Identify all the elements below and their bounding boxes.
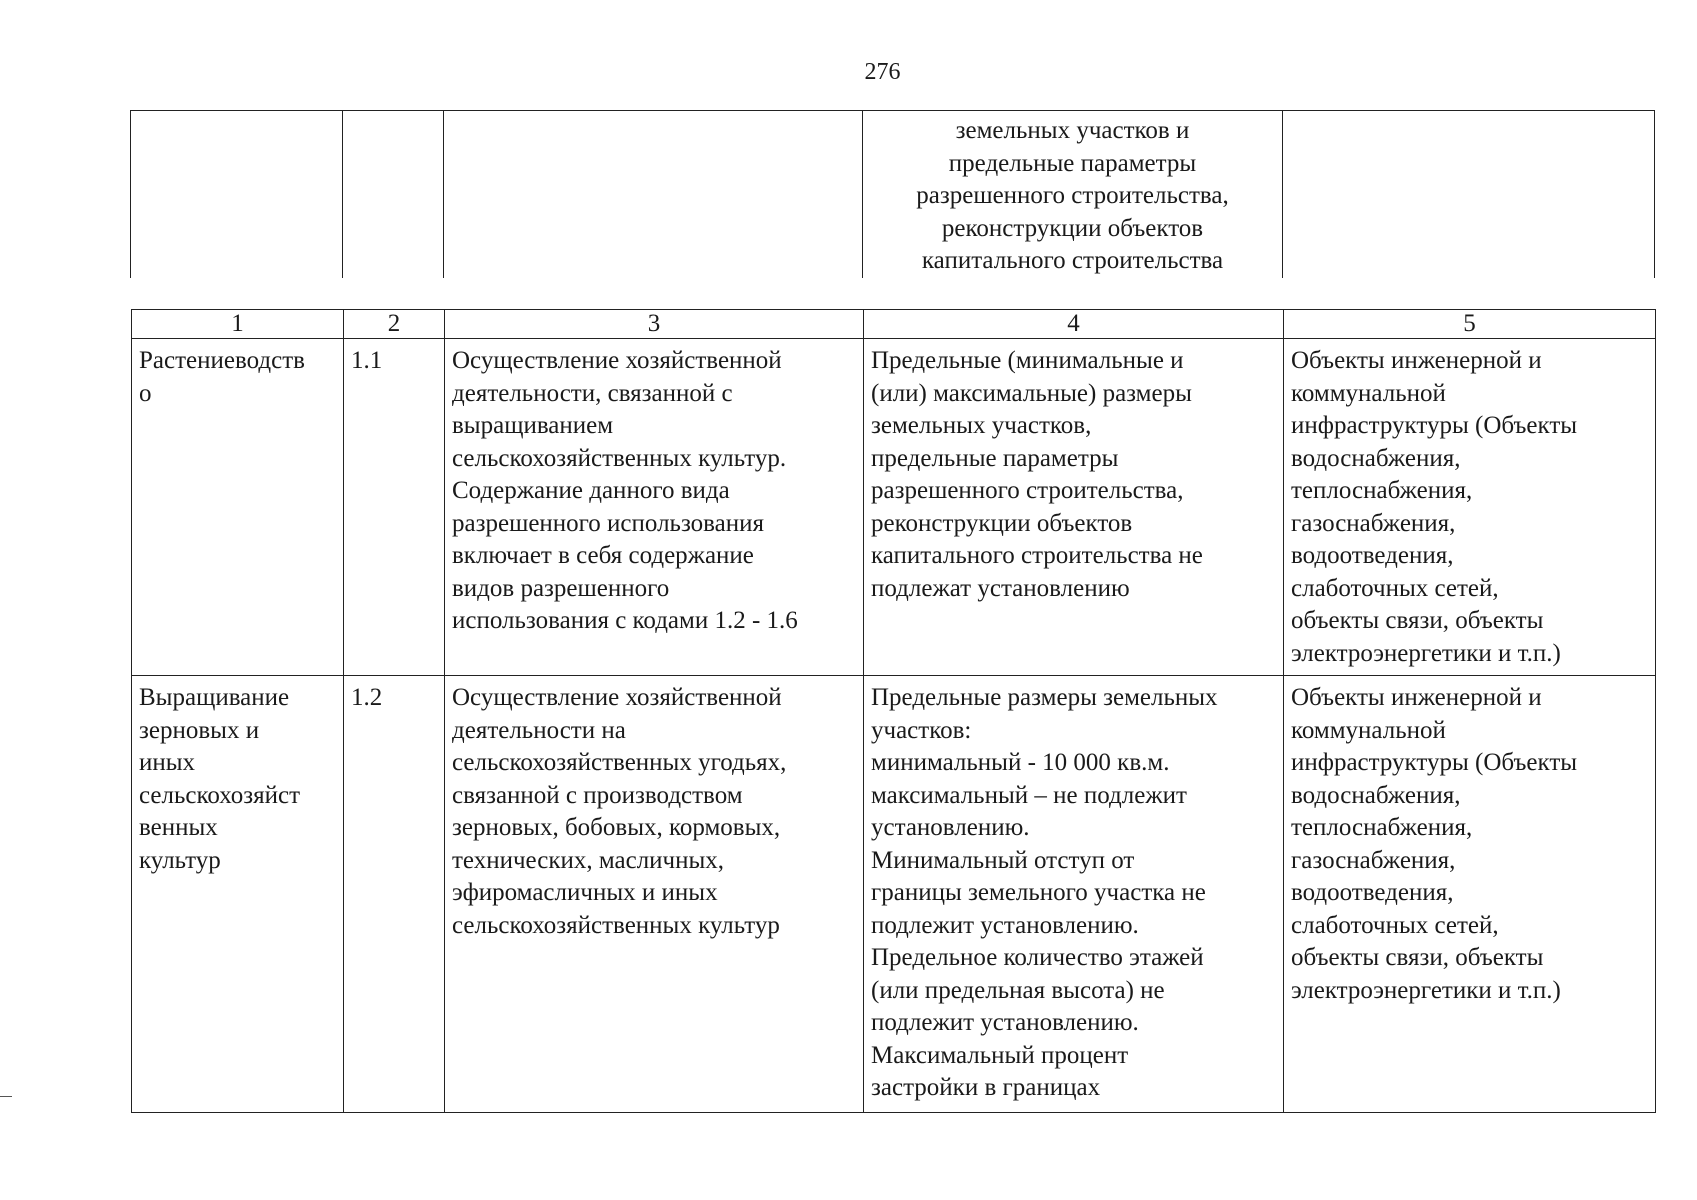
continuation-cell-3: [444, 111, 863, 278]
use-parameters-cell: Предельные размеры земельных участков: минимальный - 10 000 кв.м. максимальный – не подлежит установлению. Минимальный отступ от границы земельного участка не подлежит установлению. Предельное количество этажей (или предельная высота) не подлежит установлению. Максимальный процент застройки в границах: [864, 676, 1284, 1113]
use-parameters-cell: Предельные (минимальные и (или) максимальные) размеры земельных участков, предельные параметры разрешенного строительства, реконструкции объектов капитального строительства не подлежат установлению: [864, 339, 1284, 676]
continuation-cell-2: [343, 111, 444, 278]
continuation-table: [130, 110, 1655, 278]
column-number-3: 3: [445, 310, 864, 339]
use-objects-cell: Объекты инженерной и коммунальной инфраструктуры (Объекты водоснабжения, теплоснабжения, газоснабжения, водоотведения, слаботочных сетей, объекты связи, объекты электроэнергетики и т.п.): [1284, 676, 1656, 1113]
land-use-table: [131, 309, 1656, 1113]
use-code-cell: 1.2: [344, 676, 445, 1113]
column-number-5: 5: [1284, 310, 1656, 339]
column-number-1: 1: [132, 310, 344, 339]
continuation-row: [131, 111, 1655, 278]
column-number-4: 4: [864, 310, 1284, 339]
use-objects-cell: Объекты инженерной и коммунальной инфраструктуры (Объекты водоснабжения, теплоснабжения, газоснабжения, водоотведения, слаботочных сетей, объекты связи, объекты электроэнергетики и т.п.): [1284, 339, 1656, 676]
page-number: 276: [864, 59, 901, 85]
use-description-cell: Осуществление хозяйственной деятельности, связанной с выращиванием сельскохозяйственных культур. Содержание данного вида разрешенного использования включает в себя содержание видов разрешенного использования с кодами 1.2 - 1.6: [445, 339, 864, 676]
continuation-cell-4: [863, 111, 1283, 278]
continuation-parameters-text: земельных участков и предельные параметры разрешенного строительства, реконструкции объектов капитального строительства: [916, 117, 1229, 274]
column-number-row: [132, 310, 1656, 339]
table-row: [132, 339, 1656, 676]
continuation-cell-5: [1283, 111, 1655, 278]
use-code-cell: 1.1: [344, 339, 445, 676]
margin-mark: [0, 1096, 12, 1097]
use-name-cell: Растениеводств о: [132, 339, 344, 676]
continuation-cell-1: [131, 111, 343, 278]
use-description-cell: Осуществление хозяйственной деятельности на сельскохозяйственных угодьях, связанной с производством зерновых, бобовых, кормовых, технических, масличных, эфиромасличных и иных сельскохозяйственных культур: [445, 676, 864, 1113]
column-number-2: 2: [344, 310, 445, 339]
table-row: [132, 676, 1656, 1113]
use-name-cell: Выращивание зерновых и иных сельскохозяйст венных культур: [132, 676, 344, 1113]
